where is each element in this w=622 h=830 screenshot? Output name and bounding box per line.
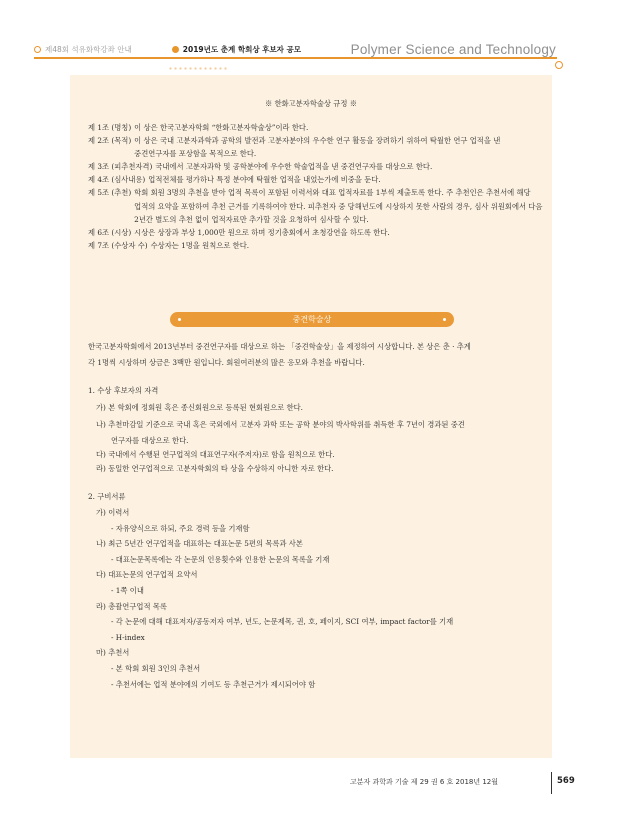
rule-body: 학회 회원 3명의 추천을 받아 업적 목록이 포함된 이력서와 대표 업적자료를 1부씩 제출토록 한다. 주 추천인은 추천서에 해당 업적의 요약을 포함하여 추천 근거를 기록하여야 한다. 피추천자 중 당해년도에 시상하지 못한 사람의 경우, 심사 위원회에서 다음 2년간 별도의 추천 없이 업적자료만 추가할 것을 요청하여 심사할 수 있다. bbox=[134, 188, 543, 224]
journal-title: Polymer Science and Technology bbox=[350, 42, 556, 57]
breadcrumb bbox=[34, 44, 301, 55]
rule-body: 국내에서 고분자과학 및 공학분야에 우수한 학술업적을 낸 중견연구자를 대상으로 한다. bbox=[155, 162, 433, 172]
document-subitem: - 1쪽 이내 bbox=[111, 586, 144, 595]
banner-right-dot-icon bbox=[443, 318, 446, 321]
qualification-item: 연구자를 대상으로 한다. bbox=[111, 436, 189, 445]
document-item: 라) 총괄연구업적 목록 bbox=[96, 601, 167, 611]
breadcrumb-current-label: 2019년도 춘계 학회상 후보자 공모 bbox=[182, 45, 302, 54]
document-subitem: - 각 논문에 대해 대표저자/공동저자 여부, 년도, 논문제목, 권, 호, 페이지, SCI 여부, impact factor를 기재 bbox=[111, 617, 454, 627]
banner-title: 중견학술상 bbox=[292, 315, 332, 324]
section-1-title: 1. 수상 후보자의 자격 bbox=[88, 386, 159, 395]
rule-label: 제 1조 (명칭) bbox=[88, 123, 132, 132]
qualification-item: 다) 국내에서 수행된 연구업적의 대표연구자(주저자)로 함을 원칙으로 한다. bbox=[96, 450, 335, 459]
rule-body: 이 상은 국내 고분자과학과 공학의 발전과 고분자분야의 우수한 연구 활동을 장려하기 위하여 탁월한 연구 업적을 낸 중견연구자를 포상함을 목적으로 한다. bbox=[134, 136, 501, 159]
qualification-item: 라) 동일한 연구업적으로 고분자학회의 타 상을 수상하지 아니한 자로 한다. bbox=[96, 464, 334, 473]
rule-label: 제 2조 (목적) bbox=[88, 136, 132, 146]
rule-item bbox=[88, 160, 543, 173]
document-item: 다) 대표논문의 연구업적 요약서 bbox=[96, 570, 198, 580]
document-subitem: - 본 학회 회원 3인의 추천서 bbox=[111, 664, 201, 673]
rule-body: 이 상은 한국고분자학회 “한화고분자학술상”이라 한다. bbox=[134, 123, 309, 132]
rule-label: 제 5조 (추천) bbox=[88, 188, 132, 198]
rule-item bbox=[88, 134, 543, 160]
page-number: 569 bbox=[557, 776, 575, 786]
rule-item bbox=[88, 121, 543, 134]
document-item: 가) 이력서 bbox=[96, 508, 130, 517]
intro-line-1: 한국고분자학회에서 2013년부터 중견연구자를 대상으로 하는 「중견학술상」을 제정하여 시상합니다. 본 상은 춘 · 추계 bbox=[88, 342, 471, 351]
intro-line-2: 각 1명씩 시상하며 상금은 3백만 원입니다. 회원여러분의 많은 응모와 추천을 바랍니다. bbox=[88, 358, 365, 367]
rule-item bbox=[88, 186, 543, 225]
breadcrumb-prev-label: 제48회 석유화학강좌 안내 bbox=[45, 45, 132, 54]
section-2-title: 2. 구비서류 bbox=[88, 492, 126, 501]
document-item: 마) 추천서 bbox=[96, 648, 130, 658]
rules-title: ※ 한화고분자학술상 규정 ※ bbox=[264, 99, 358, 108]
qualification-item: 가) 본 학회에 정회원 혹은 종신회원으로 등록된 현회원으로 한다. bbox=[96, 403, 303, 412]
breadcrumb-prev[interactable] bbox=[34, 44, 132, 55]
page-header bbox=[0, 0, 622, 70]
rule-body: 수상자는 1명을 원칙으로 한다. bbox=[150, 240, 250, 250]
rule-body: 시상은 상장과 부상 1,000만 원으로 하며 정기총회에서 초청강연을 하도록 한다. bbox=[134, 227, 390, 237]
dot-pattern-decoration bbox=[168, 66, 228, 72]
rule-item bbox=[88, 173, 543, 186]
rule-item bbox=[88, 226, 543, 239]
circle-outline-icon bbox=[34, 46, 41, 53]
rule-label: 제 3조 (피추천자격) bbox=[88, 162, 153, 172]
rule-body: 업적전체를 평가하나 특정 분야에 탁월한 업적을 내었는가에 비중을 둔다. bbox=[148, 175, 381, 185]
footer-citation: 고분자 과학과 기술 제 29 권 6 호 2018년 12월 bbox=[350, 778, 499, 786]
document-subitem: - 대표논문목록에는 각 논문의 인용횟수와 인용한 논문의 목록을 기재 bbox=[111, 554, 330, 564]
footer-separator bbox=[551, 772, 552, 794]
document-subitem: - H-index bbox=[111, 632, 145, 642]
header-rule bbox=[34, 57, 557, 59]
rule-end-circle-icon bbox=[555, 61, 563, 69]
section-banner bbox=[170, 312, 454, 327]
breadcrumb-current[interactable] bbox=[172, 44, 301, 55]
qualification-item: 나) 추천마감일 기준으로 국내 혹은 국외에서 고분자 과학 또는 공학 분야의 박사학위를 취득한 후 7년이 경과된 중견 bbox=[96, 420, 465, 429]
rules-list bbox=[88, 121, 543, 252]
document-subitem: - 자유양식으로 하되, 주요 경력 등을 기재함 bbox=[111, 523, 250, 533]
rule-label: 제 7조 (수상자 수) bbox=[88, 240, 148, 250]
rule-label: 제 4조 (심사내용) bbox=[88, 175, 146, 185]
circle-filled-icon bbox=[172, 46, 179, 53]
rule-item bbox=[88, 239, 543, 252]
rule-label: 제 6조 (시상) bbox=[88, 227, 132, 237]
document-item: 나) 최근 5년간 연구업적을 대표하는 대표논문 5편의 목록과 사본 bbox=[96, 539, 303, 549]
document-subitem: - 추천서에는 업적 분야에의 기여도 등 추천근거가 제시되어야 함 bbox=[111, 679, 316, 689]
